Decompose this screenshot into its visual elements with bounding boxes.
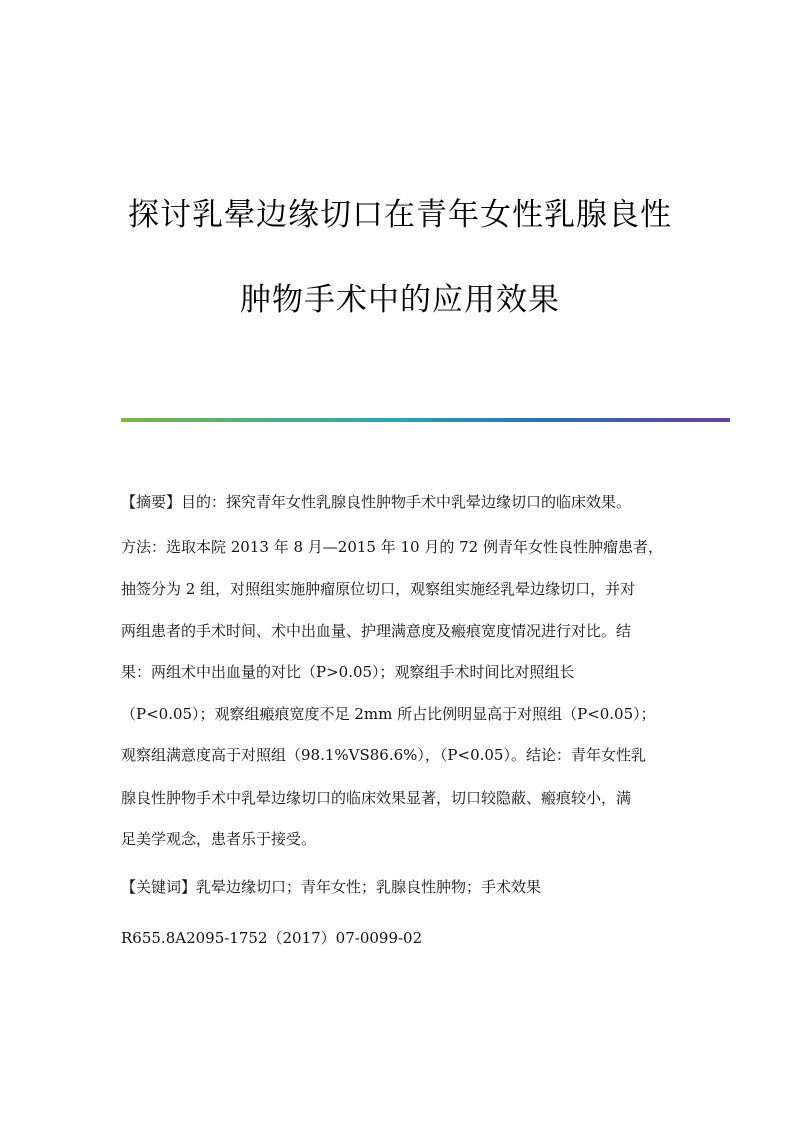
abstract-line: （P<0.05）；观察组瘢痕宽度不足 2mm 所占比例明显高于对照组（P<0.05）； <box>121 705 656 723</box>
abstract-line: 腺良性肿物手术中乳晕边缘切口的临床效果显著，切口较隐蔽、瘢痕较小，满 <box>121 789 632 807</box>
classification-code: R655.8A2095-1752（2017）07-0099-02 <box>121 929 423 947</box>
abstract-line: 方法：选取本院 2013 年 8 月—2015 年 10 月的 72 例青年女性良性肿瘤患者， <box>121 538 663 556</box>
document-title-line-1: 探讨乳晕边缘切口在青年女性乳腺良性 <box>128 197 672 233</box>
abstract-line: 【摘要】目的：探究青年女性乳腺良性肿物手术中乳晕边缘切口的临床效果。 <box>121 493 632 511</box>
abstract-line: 果：两组术中出血量的对比（P>0.05）；观察组手术时间比对照组长 <box>121 663 575 681</box>
abstract-line: 两组患者的手术时间、术中出血量、护理满意度及瘢痕宽度情况进行对比。结 <box>121 622 632 640</box>
title-divider <box>121 418 730 422</box>
abstract-line: 足美学观念，患者乐于接受。 <box>121 830 317 848</box>
abstract-line: 观察组满意度高于对照组（98.1%VS86.6%），（P<0.05）。结论：青年女性乳 <box>121 746 646 764</box>
document-title-line-2: 肿物手术中的应用效果 <box>240 282 560 318</box>
abstract-line: 抽签分为 2 组，对照组实施肿瘤原位切口，观察组实施经乳晕边缘切口，并对 <box>121 580 636 598</box>
keywords-line: 【关键词】乳晕边缘切口；青年女性；乳腺良性肿物；手术效果 <box>121 878 542 896</box>
